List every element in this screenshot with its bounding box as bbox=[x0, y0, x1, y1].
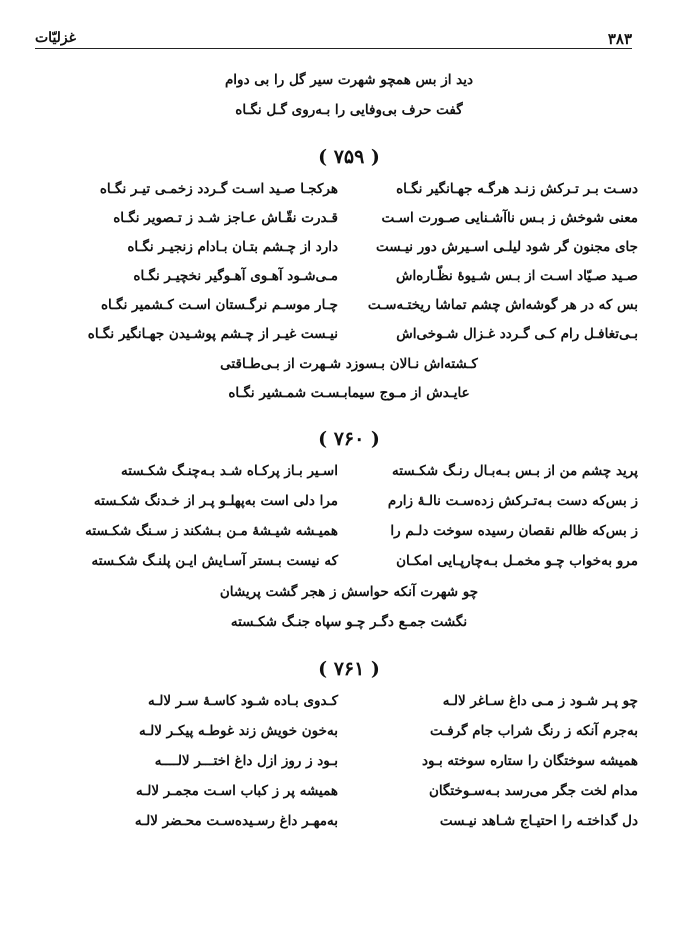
first-hemistich: صـید صـیّاد اسـت از بـس شـیوهٔ نظّـاره‌اش bbox=[396, 268, 638, 284]
first-hemistich: معنی شوخش ز بـس ناآشـنایی صـورت اسـت bbox=[381, 210, 638, 226]
second-hemistich: دارد از چـشم بتـان بـادام زنجیـر نگـاه bbox=[127, 239, 338, 255]
first-hemistich: دل گداختـه را احتیـاج شـاهد نیـست bbox=[439, 813, 638, 829]
couplet bbox=[60, 326, 638, 348]
second-hemistich: هرکجـا صـید اسـت گـردد زخمـی تیـر نگـاه bbox=[99, 181, 338, 197]
couplet bbox=[60, 523, 638, 545]
second-hemistich: مرا دلی است به‌پهلـو پـر از خـدنگ شکـسته bbox=[93, 493, 338, 509]
closing-line: عایـدش از مـوج سیمابـسـت شمـشیر نگـاه bbox=[228, 385, 470, 401]
second-hemistich: کـدوی بـاده شـود کاسـهٔ سـر لالـه bbox=[148, 693, 338, 709]
first-hemistich: بـی‌تغافـل رام کـی گـردد غـزال شـوخی‌اش bbox=[396, 326, 638, 342]
second-hemistich: نیـست غیـر از چـشم پوشـیدن جهـانگیر نگـاه bbox=[87, 326, 338, 342]
closing-line: نگشت جمـع دگـر چـو سپاه جنـگ شکـسته bbox=[230, 614, 468, 630]
couplet bbox=[60, 493, 638, 515]
couplet bbox=[60, 268, 638, 290]
couplet bbox=[60, 239, 638, 261]
first-hemistich: ز بس‌که دست بـه‌تـرکش زده‌سـت نالـهٔ زارم bbox=[387, 493, 638, 509]
first-hemistich: ز بس‌که ظالم نقصان رسیده سوخت دلـم را bbox=[390, 523, 638, 539]
poem-number: ( ۷۵۹ ) bbox=[318, 146, 380, 168]
first-hemistich: پرید چشم من از بـس بـه‌بـال رنـگ شکـسته bbox=[392, 463, 638, 479]
opening-line: گفت حرف بی‌وفایی را بـه‌روی گـل نگـاه bbox=[235, 102, 463, 118]
couplet bbox=[60, 297, 638, 319]
header-divider bbox=[35, 48, 632, 49]
couplet bbox=[60, 693, 638, 715]
second-hemistich: همیشه پر ز کباب اسـت مجمـر لالـه bbox=[136, 783, 338, 799]
second-hemistich: که نیست بـستر آسـایش ایـن پلنـگ شکـسته bbox=[91, 553, 338, 569]
first-hemistich: جای مجنون گر شود لیلـی اسـیرش دور نیـست bbox=[375, 239, 638, 255]
first-hemistich: چو پـر شـود ز مـی داغ سـاغر لالـه bbox=[442, 693, 638, 709]
poem-number: ( ۷۶۰ ) bbox=[318, 428, 380, 450]
first-hemistich: دسـت بـر تـرکش زنـد هرگـه جهـانگیر نگـاه bbox=[396, 181, 638, 197]
couplet bbox=[60, 723, 638, 745]
second-hemistich: قـدرت نقّـاش عـاجز شـد ز تـصویر نگـاه bbox=[113, 210, 338, 226]
second-hemistich: مـی‌شـود آهـوی آهـوگیر نخچیـر نگـاه bbox=[133, 268, 338, 284]
couplet bbox=[60, 210, 638, 232]
closing-line: کـشته‌اش نـالان بـسوزد شـهرت از بـی‌طـاقتی bbox=[220, 356, 478, 372]
second-hemistich: همیـشه شیـشهٔ مـن بـشکند ز سـنگ شکـسته bbox=[85, 523, 338, 539]
second-hemistich: اسـیر بـاز پرکـاه شـد بـه‌چنـگ شکـسته bbox=[121, 463, 338, 479]
couplet bbox=[60, 813, 638, 835]
couplet bbox=[60, 753, 638, 775]
first-hemistich: همیشه سوختگان را ستاره سوخته بـود bbox=[422, 753, 638, 769]
second-hemistich: به‌مهـر داغ رسـیده‌سـت محـضر لالـه bbox=[134, 813, 338, 829]
page-number: ۳۸۳ bbox=[607, 30, 632, 48]
couplet bbox=[60, 783, 638, 805]
opening-line: دید از بس همچو شهرت سیر گل را بی دوام bbox=[224, 72, 474, 88]
closing-line: چو شهرت آنکه حواسش ز هجر گشت پریشان bbox=[219, 584, 479, 600]
poem-number: ( ۷۶۱ ) bbox=[318, 658, 380, 680]
second-hemistich: به‌خون خویش زند غوطـه پیکـر لالـه bbox=[138, 723, 338, 739]
first-hemistich: بس که در هر گوشه‌اش چشم تماشا ریختـه‌سـت bbox=[367, 297, 638, 313]
first-hemistich: به‌جرم آنکه ز رنگ شراب جام گرفـت bbox=[429, 723, 638, 739]
couplet bbox=[60, 181, 638, 203]
couplet bbox=[60, 553, 638, 575]
first-hemistich: مرو به‌خواب چـو مخمـل بـه‌چارپـایی امکـان bbox=[396, 553, 638, 569]
first-hemistich: مدام لخت جگر می‌رسد بـه‌سـوختگان bbox=[428, 783, 638, 799]
second-hemistich: چـار موسـم نرگـستان اسـت کـشمیر نگـاه bbox=[100, 297, 338, 313]
second-hemistich: بـود ز روز ازل داغ اختـــر لالــــه bbox=[154, 753, 338, 769]
running-title: غزلیّات bbox=[35, 30, 76, 46]
couplet bbox=[60, 463, 638, 485]
